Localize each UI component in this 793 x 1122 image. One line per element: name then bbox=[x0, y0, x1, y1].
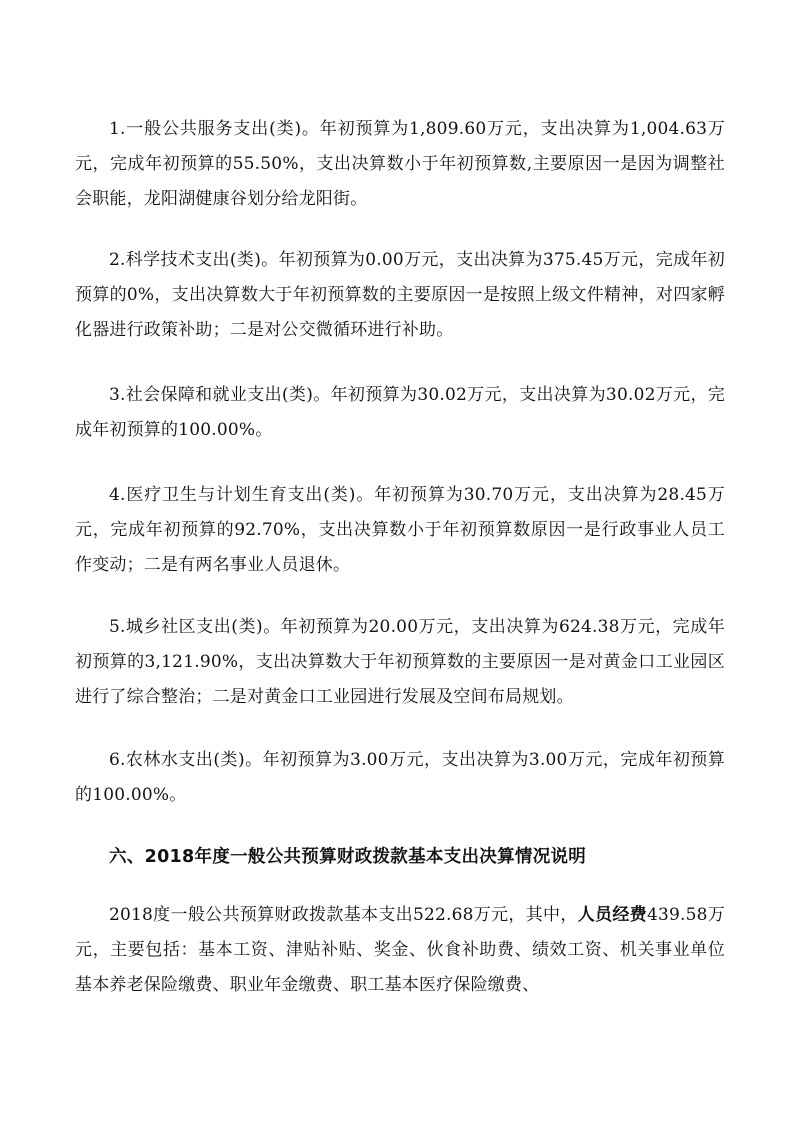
paragraph-medical-health: 4.医疗卫生与计划生育支出(类)。年初预算为30.70万元，支出决算为28.45万元，完成年初预算的92.70%，支出决算数小于年初预算数原因一是行政事业人员工作变动；二是有两名事业人员退休。 bbox=[75, 485, 725, 575]
paragraph-social-security: 3.社会保障和就业支出(类)。年初预算为30.02万元，支出决算为30.02万元，完成年初预算的100.00%。 bbox=[75, 385, 725, 440]
paragraph-science-technology: 2.科学技术支出(类)。年初预算为0.00万元，支出决算为375.45万元，完成年初预算的0%，支出决算数大于年初预算数的主要原因一是按照上级文件精神，对四家孵化器进行政策补助；二是对公交微循环进行补助。 bbox=[75, 250, 725, 340]
paragraph-basic-expenditure-intro: 2018度一般公共预算财政拨款基本支出522.68万元，其中， bbox=[109, 905, 578, 925]
paragraph-basic-expenditure-details: 439.58万元，主要包括：基本工资、津贴补贴、奖金、伙食补助费、绩效工资、机关事业单位基本养老保险缴费、职业年金缴费、职工基本医疗保险缴费、 bbox=[75, 905, 725, 995]
paragraph-urban-rural-community: 5.城乡社区支出(类)。年初预算为20.00万元，支出决算为624.38万元，完成年初预算的3,121.90%，支出决算数大于年初预算数的主要原因一是对黄金口工业园区进行了综合整治；二是对黄金口工业园进行发展及空间布局规划。 bbox=[75, 617, 725, 707]
personnel-expenses-label: 人员经费 bbox=[577, 905, 647, 925]
paragraph-general-public-services: 1.一般公共服务支出(类)。年初预算为1,809.60万元，支出决算为1,004.63万元，完成年初预算的55.50%，支出决算数小于年初预算数,主要原因一是因为调整社会职能，龙阳湖健康谷划分给龙阳街。 bbox=[75, 119, 725, 209]
section-heading: 六、2018年度一般公共预算财政拨款基本支出决算情况说明 bbox=[109, 847, 587, 867]
paragraph-basic-expenditure bbox=[75, 898, 725, 1003]
paragraph-agriculture-forestry-water: 6.农林水支出(类)。年初预算为3.00万元，支出决算为3.00万元，完成年初预算的100.00%。 bbox=[75, 750, 725, 805]
